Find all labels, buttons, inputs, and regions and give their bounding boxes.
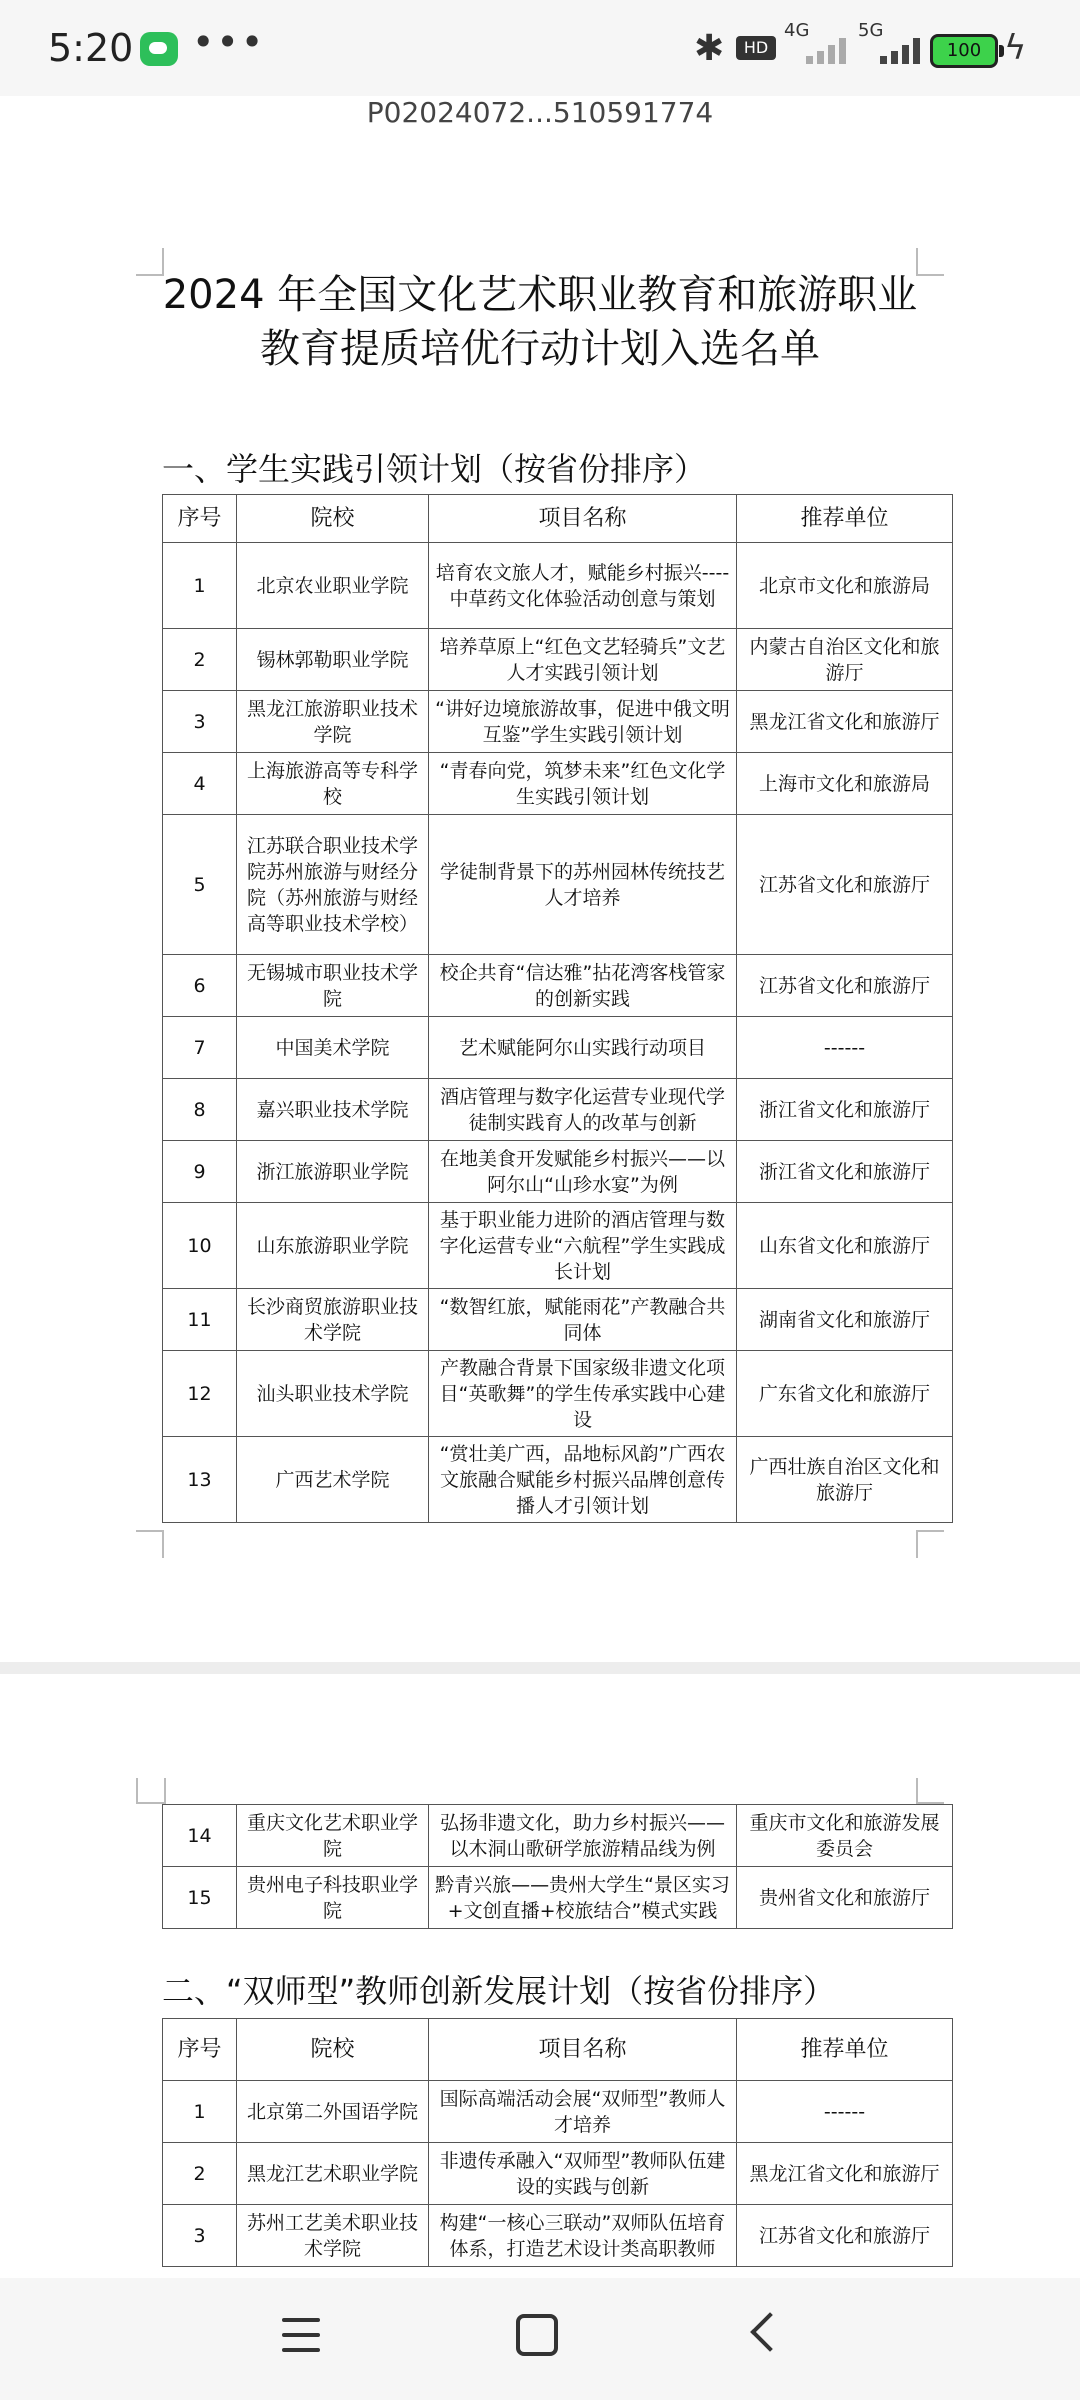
cell-unit: 黑龙江省文化和旅游厅 xyxy=(737,691,953,753)
cell-school: 广西艺术学院 xyxy=(237,1437,429,1523)
cell-no: 3 xyxy=(163,691,237,753)
cell-school: 江苏联合职业技术学院苏州旅游与财经分院（苏州旅游与财经高等职业技术学校） xyxy=(237,815,429,955)
cell-school: 贵州电子科技职业学院 xyxy=(237,1867,429,1929)
page-corner-mark xyxy=(916,1530,944,1558)
section-1-table-body xyxy=(163,495,953,1523)
page-corner-mark xyxy=(136,1530,164,1558)
column-header-no: 序号 xyxy=(163,495,237,543)
section-2-table-body xyxy=(163,2019,953,2267)
cell-project: 弘扬非遗文化，助力乡村振兴——以木洞山歌研学旅游精品线为例 xyxy=(429,1805,737,1867)
cell-no: 7 xyxy=(163,1017,237,1079)
cell-no: 11 xyxy=(163,1289,237,1351)
table-row xyxy=(163,1351,953,1437)
cell-project: 产教融合背景下国家级非遗文化项目“英歌舞”的学生传承实践中心建设 xyxy=(429,1351,737,1437)
table-row xyxy=(163,1203,953,1289)
column-header-unit: 推荐单位 xyxy=(737,495,953,543)
cell-no: 1 xyxy=(163,543,237,629)
cell-no: 14 xyxy=(163,1805,237,1867)
cell-unit: 江苏省文化和旅游厅 xyxy=(737,2205,953,2267)
status-time: 5:20 xyxy=(48,26,134,70)
cell-school: 苏州工艺美术职业技术学院 xyxy=(237,2205,429,2267)
cell-no: 2 xyxy=(163,629,237,691)
cell-unit: 重庆市文化和旅游发展委员会 xyxy=(737,1805,953,1867)
table-row xyxy=(163,2081,953,2143)
cell-unit: 江苏省文化和旅游厅 xyxy=(737,955,953,1017)
cell-unit: 浙江省文化和旅游厅 xyxy=(737,1141,953,1203)
section-1-table-continued-body xyxy=(163,1805,953,1929)
table-row xyxy=(163,691,953,753)
cell-project: 国际高端活动会展“双师型”教师人才培养 xyxy=(429,2081,737,2143)
table-row xyxy=(163,955,953,1017)
signal-5g-icon xyxy=(858,20,932,64)
document-title-line1: 2024 年全国文化艺术职业教育和旅游职业 xyxy=(162,272,918,318)
cell-project: 非遗传承融入“双师型”教师队伍建设的实践与创新 xyxy=(429,2143,737,2205)
cell-project: 艺术赋能阿尔山实践行动项目 xyxy=(429,1017,737,1079)
cell-project: 构建“一核心三联动”双师队伍培育体系，打造艺术设计类高职教师 xyxy=(429,2205,737,2267)
cell-no: 13 xyxy=(163,1437,237,1523)
file-name-title: P02024072...510591774 xyxy=(366,96,714,129)
charging-icon: ϟ xyxy=(1004,28,1027,68)
cell-unit: 黑龙江省文化和旅游厅 xyxy=(737,2143,953,2205)
table-row xyxy=(163,1437,953,1523)
cell-project: 在地美食开发赋能乡村振兴——以阿尔山“山珍水宴”为例 xyxy=(429,1141,737,1203)
cell-project: “讲好边境旅游故事，促进中俄文明互鉴”学生实践引领计划 xyxy=(429,691,737,753)
section-1-title: 一、学生实践引领计划（按省份排序） xyxy=(162,450,707,488)
cell-unit: 江苏省文化和旅游厅 xyxy=(737,815,953,955)
cell-school: 汕头职业技术学院 xyxy=(237,1351,429,1437)
cell-school: 黑龙江艺术职业学院 xyxy=(237,2143,429,2205)
cell-project: 培养草原上“红色文艺轻骑兵”文艺人才实践引领计划 xyxy=(429,629,737,691)
section-1-table xyxy=(162,494,953,1523)
column-header-project: 项目名称 xyxy=(429,2019,737,2081)
cell-school: 上海旅游高等专科学校 xyxy=(237,753,429,815)
cell-school: 北京第二外国语学院 xyxy=(237,2081,429,2143)
cell-no: 12 xyxy=(163,1351,237,1437)
cell-unit: 广东省文化和旅游厅 xyxy=(737,1351,953,1437)
cell-unit: 上海市文化和旅游局 xyxy=(737,753,953,815)
cell-unit: ------ xyxy=(737,1017,953,1079)
cell-unit: ------ xyxy=(737,2081,953,2143)
signal-4g-icon xyxy=(784,20,858,64)
column-header-school: 院校 xyxy=(237,495,429,543)
column-header-no: 序号 xyxy=(163,2019,237,2081)
cell-project: 校企共育“信达雅”拈花湾客栈管家的创新实践 xyxy=(429,955,737,1017)
cell-no: 6 xyxy=(163,955,237,1017)
cell-project: 黔青兴旅——贵州大学生“景区实习+文创直播+校旅结合”模式实践 xyxy=(429,1867,737,1929)
cell-school: 无锡城市职业技术学院 xyxy=(237,955,429,1017)
cell-school: 嘉兴职业技术学院 xyxy=(237,1079,429,1141)
cell-no: 2 xyxy=(163,2143,237,2205)
page-separator xyxy=(0,1662,1080,1674)
section-2-title: 二、“双师型”教师创新发展计划（按省份排序） xyxy=(162,1972,836,2010)
table-row xyxy=(163,1141,953,1203)
cell-no: 15 xyxy=(163,1867,237,1929)
bluetooth-icon: ✱ xyxy=(694,28,725,69)
cell-school: 锡林郭勒职业学院 xyxy=(237,629,429,691)
cell-project: “赏壮美广西，品地标风韵”广西农文旅融合赋能乡村振兴品牌创意传播人才引领计划 xyxy=(429,1437,737,1523)
column-header-project: 项目名称 xyxy=(429,495,737,543)
table-row xyxy=(163,1017,953,1079)
page-corner-mark xyxy=(136,1778,166,1804)
page-corner-mark xyxy=(916,1778,944,1804)
cell-unit: 内蒙古自治区文化和旅游厅 xyxy=(737,629,953,691)
document-page-1[interactable] xyxy=(0,140,1080,1662)
table-row xyxy=(163,2143,953,2205)
cell-unit: 广西壮族自治区文化和旅游厅 xyxy=(737,1437,953,1523)
cell-no: 10 xyxy=(163,1203,237,1289)
cell-no: 1 xyxy=(163,2081,237,2143)
section-1-table-continued xyxy=(162,1804,953,1929)
cell-project: 培育农文旅人才，赋能乡村振兴----中草药文化体验活动创意与策划 xyxy=(429,543,737,629)
network-4g-label: 4G xyxy=(784,20,810,41)
column-header-unit: 推荐单位 xyxy=(737,2019,953,2081)
cell-school: 黑龙江旅游职业技术学院 xyxy=(237,691,429,753)
cell-project: “数智红旅，赋能雨花”产教融合共同体 xyxy=(429,1289,737,1351)
cell-project: “青春向党，筑梦未来”红色文化学生实践引领计划 xyxy=(429,753,737,815)
table-row xyxy=(163,543,953,629)
status-bar xyxy=(0,0,1080,96)
more-notifications-icon: ••• xyxy=(192,20,266,64)
home-icon[interactable] xyxy=(516,2314,558,2356)
cell-school: 重庆文化艺术职业学院 xyxy=(237,1805,429,1867)
network-5g-label: 5G xyxy=(858,20,884,41)
back-icon[interactable] xyxy=(750,2312,790,2352)
document-page-2[interactable] xyxy=(0,1674,1080,2278)
document-title-line2: 教育提质培优行动计划入选名单 xyxy=(260,326,820,372)
table-row xyxy=(163,2205,953,2267)
cell-project: 酒店管理与数字化运营专业现代学徒制实践育人的改革与创新 xyxy=(429,1079,737,1141)
table-row xyxy=(163,1079,953,1141)
cell-no: 5 xyxy=(163,815,237,955)
cell-no: 3 xyxy=(163,2205,237,2267)
cell-school: 山东旅游职业学院 xyxy=(237,1203,429,1289)
cell-school: 北京农业职业学院 xyxy=(237,543,429,629)
cell-school: 浙江旅游职业学院 xyxy=(237,1141,429,1203)
wechat-icon xyxy=(140,32,178,66)
table-row xyxy=(163,1289,953,1351)
cell-unit: 山东省文化和旅游厅 xyxy=(737,1203,953,1289)
table-row xyxy=(163,1867,953,1929)
table-row xyxy=(163,629,953,691)
cell-no: 9 xyxy=(163,1141,237,1203)
cell-no: 4 xyxy=(163,753,237,815)
cell-project: 基于职业能力进阶的酒店管理与数字化运营专业“六航程”学生实践成长计划 xyxy=(429,1203,737,1289)
section-2-table xyxy=(162,2018,953,2267)
cell-no: 8 xyxy=(163,1079,237,1141)
cell-project: 学徒制背景下的苏州园林传统技艺人才培养 xyxy=(429,815,737,955)
cell-unit: 北京市文化和旅游局 xyxy=(737,543,953,629)
table-header-row xyxy=(163,495,953,543)
table-row xyxy=(163,753,953,815)
battery-icon: 100 xyxy=(930,34,998,68)
cell-unit: 湖南省文化和旅游厅 xyxy=(737,1289,953,1351)
column-header-school: 院校 xyxy=(237,2019,429,2081)
menu-icon[interactable] xyxy=(282,2318,320,2352)
table-header-row xyxy=(163,2019,953,2081)
cell-school: 长沙商贸旅游职业技术学院 xyxy=(237,1289,429,1351)
table-row xyxy=(163,1805,953,1867)
cell-school: 中国美术学院 xyxy=(237,1017,429,1079)
table-row xyxy=(163,815,953,955)
navigation-bar xyxy=(0,2278,1080,2400)
cell-unit: 贵州省文化和旅游厅 xyxy=(737,1867,953,1929)
cell-unit: 浙江省文化和旅游厅 xyxy=(737,1079,953,1141)
hd-voice-badge: HD xyxy=(736,36,776,60)
